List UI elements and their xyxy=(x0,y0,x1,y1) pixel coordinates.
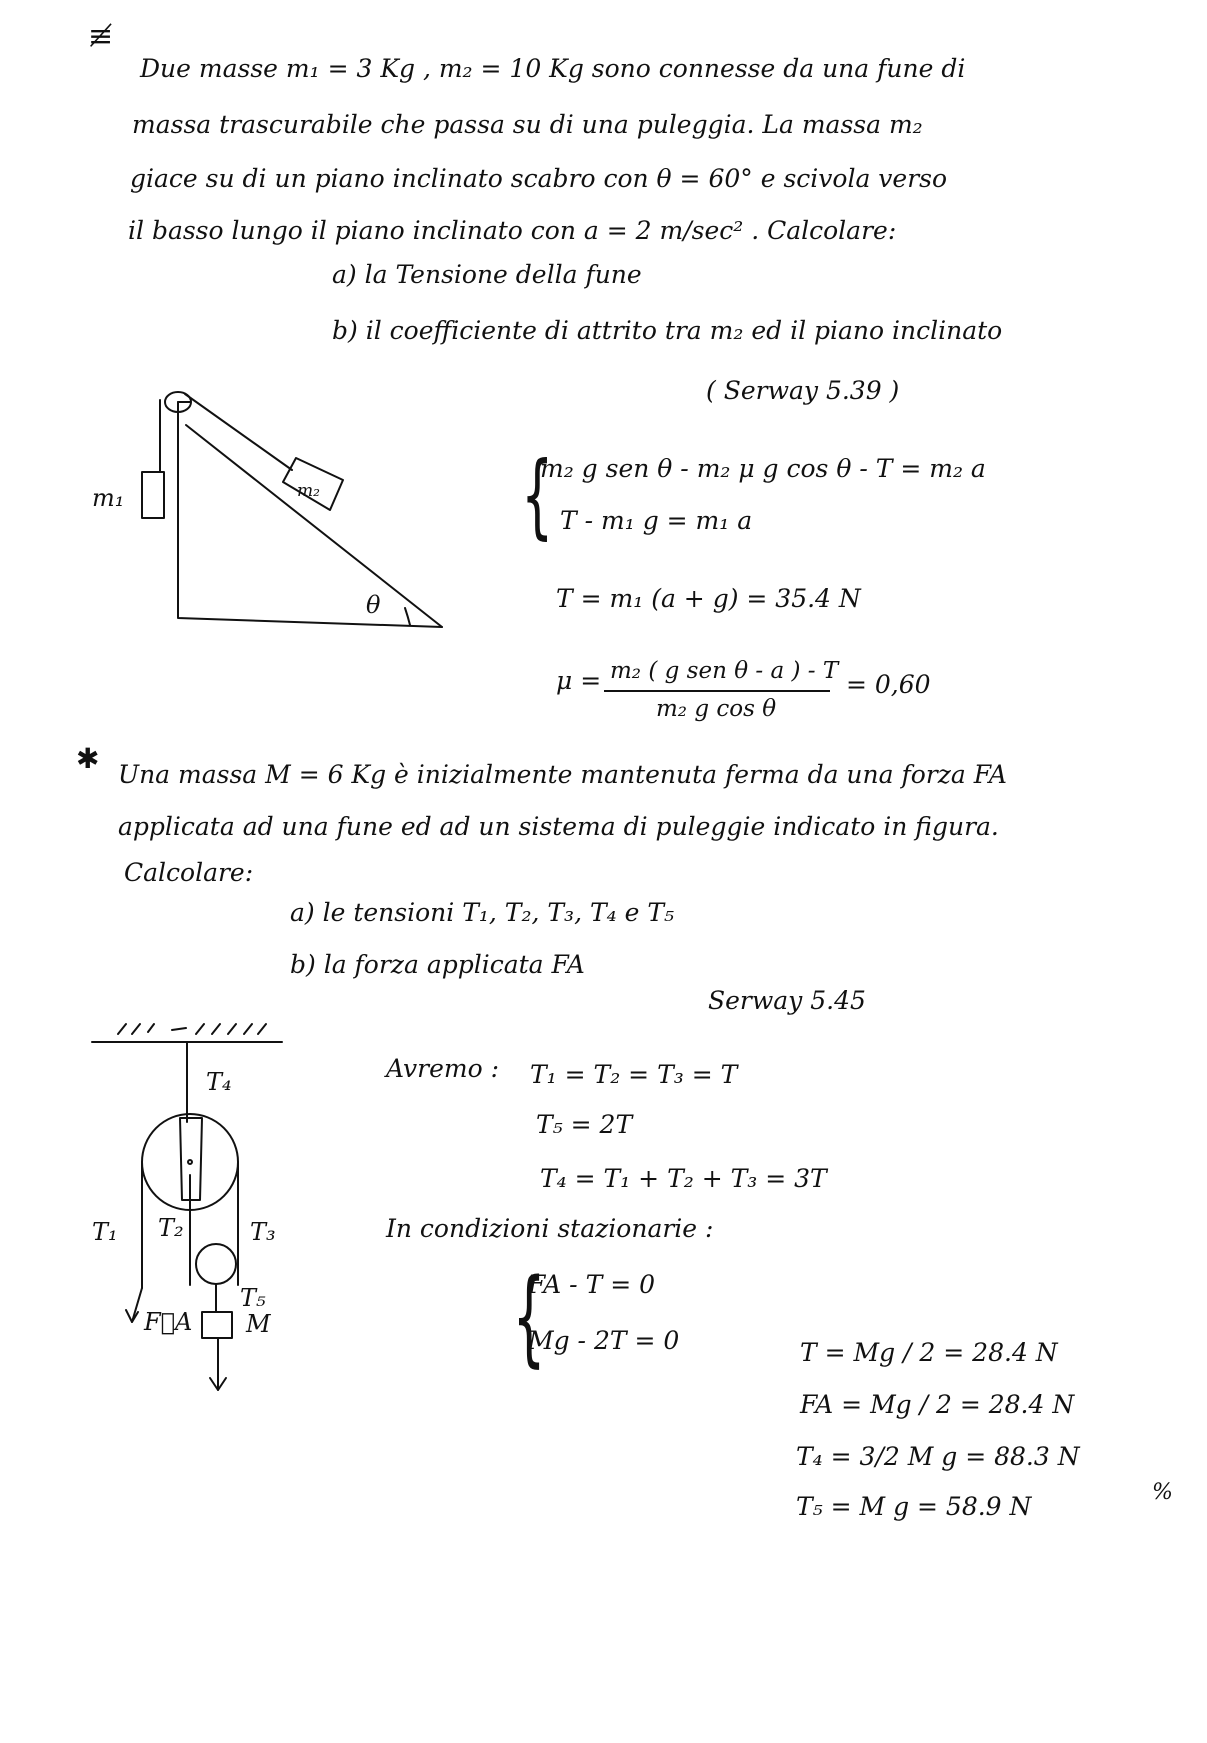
lower-pulley xyxy=(196,1244,236,1284)
mu-value: = 0,60 xyxy=(846,670,931,699)
problem-1-reference: ( Serway 5.39 ) xyxy=(706,376,900,405)
system-2-brace: { xyxy=(512,1256,546,1378)
result-4: T₅ = M g = 58.9 N xyxy=(796,1492,1032,1521)
problem-1-line-4: il basso lungo il piano inclinato con a = 2 m/sec² . Calcolare: xyxy=(128,216,897,245)
result-2: FA = Mg / 2 = 28.4 N xyxy=(800,1390,1075,1419)
problem-1-item-b: b) il coefficiente di attrito tra m₂ ed il piano inclinato xyxy=(332,316,1003,345)
force-arrow-head xyxy=(126,1310,138,1322)
condition-label: In condizioni stazionarie : xyxy=(386,1214,714,1243)
problem-2-line-1: Una massa M = 6 Kg è inizialmente mantenuta ferma da una forza FA xyxy=(118,760,1007,789)
system-1-eq-2: T - m₁ g = m₁ a xyxy=(560,506,753,535)
label-t5: T₅ xyxy=(240,1284,266,1312)
problem-2-item-b: b) la forza applicata FA xyxy=(290,950,585,979)
problem-1-line-3: giace su di un piano inclinato scabro con θ = 60° e scivola verso xyxy=(130,164,948,193)
problem-1-marker: ≢ xyxy=(88,19,114,54)
label-m1: m₁ xyxy=(92,484,125,512)
result-1: T = Mg / 2 = 28.4 N xyxy=(800,1338,1058,1367)
ceiling-hatch xyxy=(118,1024,266,1034)
problem-2-item-a: a) le tensioni T₁, T₂, T₃, T₄ e T₅ xyxy=(290,898,675,927)
tension-result: T = m₁ (a + g) = 35.4 N xyxy=(556,584,861,613)
mu-denominator: m₂ g cos θ xyxy=(656,696,777,722)
problem-1-item-a: a) la Tensione della fune xyxy=(332,260,642,289)
problem-1-line-1: Due masse m₁ = 3 Kg , m₂ = 10 Kg sono connesse da una fune di xyxy=(140,54,966,83)
page-mark: % xyxy=(1152,1480,1173,1505)
problem-1-line-2: massa trascurabile che passa su di una puleggia. La massa m₂ xyxy=(132,110,923,139)
result-3: T₄ = 3/2 M g = 88.3 N xyxy=(796,1442,1080,1471)
given-eq-1: T₁ = T₂ = T₃ = T xyxy=(530,1060,738,1089)
system-2-eq-1: FA - T = 0 xyxy=(528,1270,655,1299)
system-1-eq-1: m₂ g sen θ - m₂ μ g cos θ - T = m₂ a xyxy=(540,454,986,483)
mu-lhs: μ = xyxy=(556,666,602,695)
label-M: M xyxy=(246,1310,271,1338)
label-theta: θ xyxy=(366,591,381,619)
label-fa: F⃗A xyxy=(144,1308,193,1336)
given-eq-3: T₄ = T₁ + T₂ + T₃ = 3T xyxy=(540,1164,827,1193)
problem-2-marker: ✱ xyxy=(76,742,100,775)
upper-pulley-axle xyxy=(188,1160,192,1164)
mass-M xyxy=(202,1312,232,1338)
system-1-brace: { xyxy=(521,442,554,549)
label-m2: m₂ xyxy=(297,481,320,501)
label-t4: T₄ xyxy=(206,1068,232,1096)
system-2-eq-2: Mg - 2T = 0 xyxy=(528,1326,680,1355)
force-arrow-line xyxy=(132,1288,142,1322)
label-t1: T₁ xyxy=(92,1218,118,1246)
given-label: Avremo : xyxy=(386,1054,500,1083)
given-eq-2: T₅ = 2T xyxy=(536,1110,633,1139)
problem-2-line-3: Calcolare: xyxy=(124,858,254,887)
label-t2: T₂ xyxy=(158,1214,184,1242)
problem-2-reference: Serway 5.45 xyxy=(708,986,866,1015)
problem-2-line-2: applicata ad una fune ed ad un sistema di puleggie indicato in figura. xyxy=(118,812,999,841)
mu-numerator: m₂ ( g sen θ - a ) - T xyxy=(610,658,839,684)
label-t3: T₃ xyxy=(250,1218,276,1246)
